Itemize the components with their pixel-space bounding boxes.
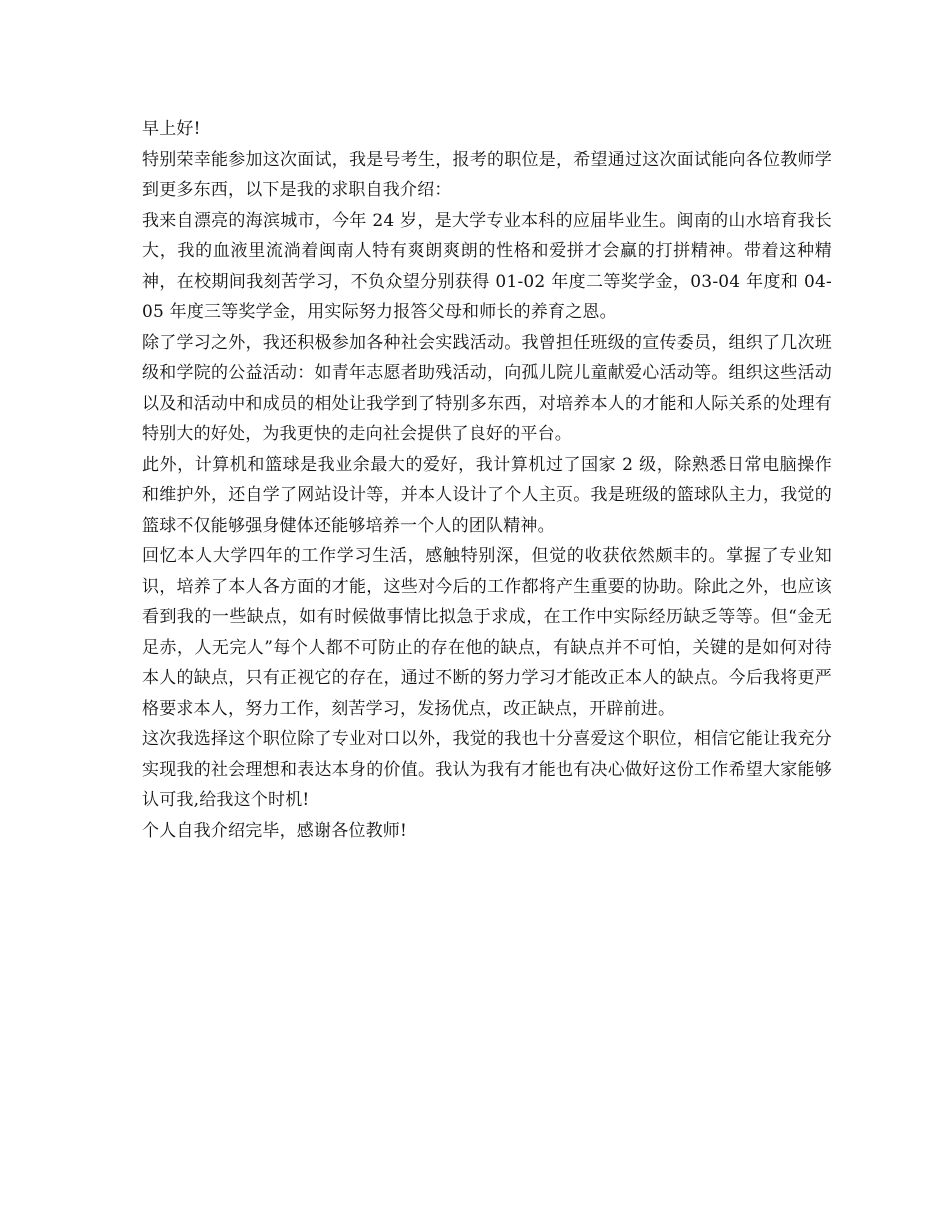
motivation-paragraph: 这次我选择这个职位除了专业对口以外，我觉的我也十分喜爱这个职位，相信它能让我充分实现我的社会理想和表达本身的价值。我认为我有才能也有决心做好这份工作希望大家能够认可我,给我这个时机! <box>142 729 832 810</box>
intro-paragraph: 特别荣幸能参加这次面试，我是号考生，报考的职位是，希望通过这次面试能向各位教师学到更多东西，以下是我的求职自我介绍： <box>142 149 832 200</box>
activities-paragraph: 除了学习之外，我还积极参加各种社会实践活动。我曾担任班级的宣传委员，组织了几次班级和学院的公益活动：如青年志愿者助残活动，向孤儿院儿童献爱心活动等。组织这些活动以及和活动中和成员的相处让我学到了特别多东西，对培养本人的才能和人际关系的处理有特别大的好处，为我更快的走向社会提供了良好的平台。 <box>142 332 832 444</box>
greeting-paragraph: 早上好! <box>142 119 201 139</box>
closing-paragraph: 个人自我介绍完毕，感谢各位教师! <box>142 820 408 841</box>
hobbies-paragraph: 此外，计算机和篮球是我业余最大的爱好，我计算机过了国家 2 级，除熟悉日常电脑操作和维护外，还自学了网站设计等，并本人设计了个人主页。我是班级的篮球队主力，我觉的篮球不仅能够强身健体还能够培养一个人的团队精神。 <box>142 454 832 536</box>
document-body <box>142 114 832 846</box>
reflection-paragraph: 回忆本人大学四年的工作学习生活，感触特别深，但觉的收获依然颇丰的。掌握了专业知识，培养了本人各方面的才能，这些对今后的工作都将产生重要的协助。除此之外，也应该看到我的一些缺点，如有时候做事情比拟急于求成，在工作中实际经历缺乏等等。但“金无足赤，人无完人”每个人都不可防止的存在他的缺点，有缺点并不可怕，关键的是如何对待本人的缺点，只有正视它的存在，通过不断的努力学习才能改正本人的缺点。今后我将更严格要求本人，努力工作，刻苦学习，发扬优点，改正缺点，开辟前进。 <box>142 546 832 719</box>
background-paragraph: 我来自漂亮的海滨城市，今年 24 岁，是大学专业本科的应届毕业生。闽南的山水培育我长大，我的血液里流淌着闽南人特有爽朗爽朗的性格和爱拼才会赢的打拼精神。带着这种精神，在校期间我刻苦学习，不负众望分别获得 01-02 年度二等奖学金，03-04 年度和 04-05 年度三等奖学金，用实际努力报答父母和师长的养育之恩。 <box>142 210 832 322</box>
